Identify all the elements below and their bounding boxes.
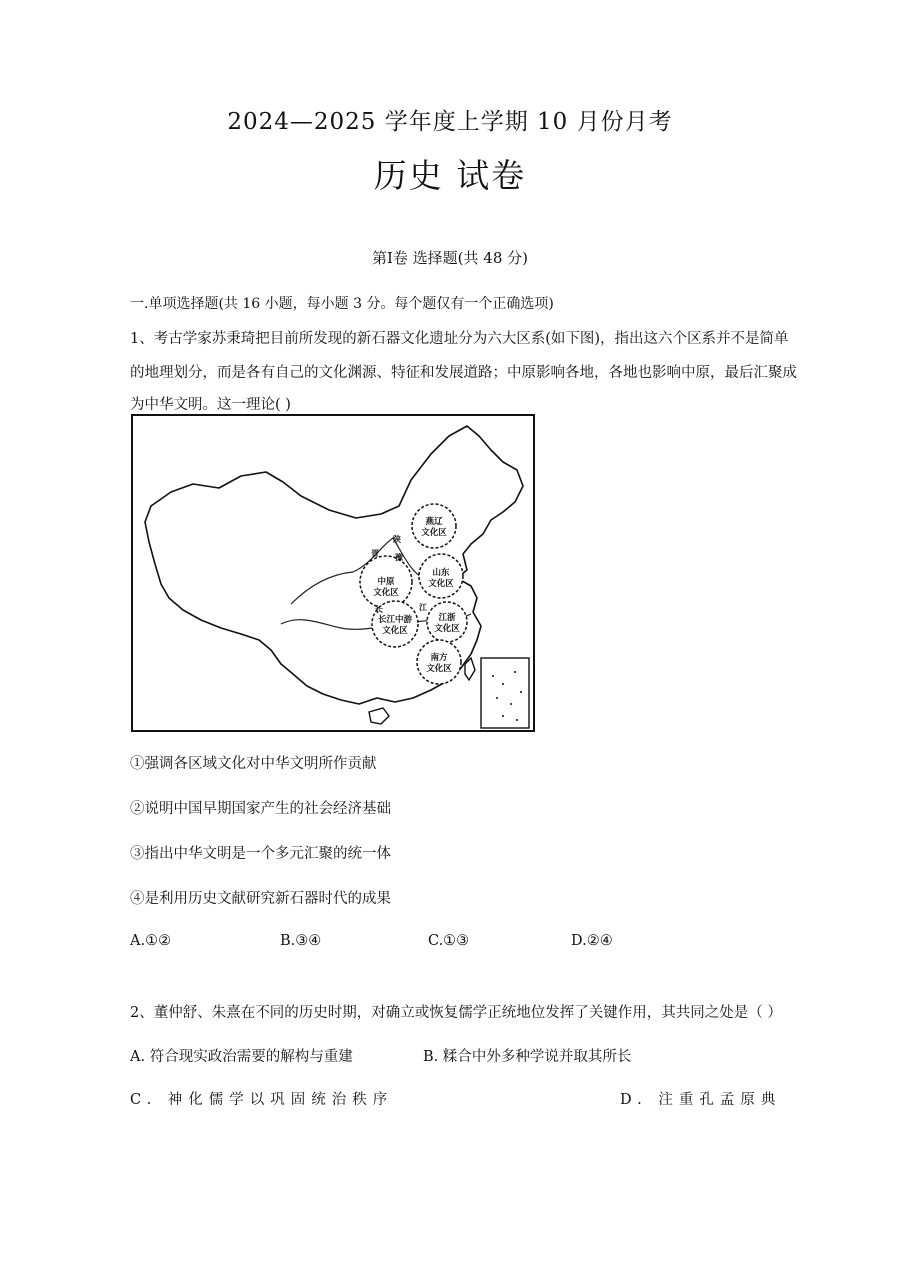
- region-label-yanliao-1: 燕辽: [425, 517, 443, 527]
- region-label-jiangzhe-1: 江浙: [438, 613, 456, 623]
- region-label-nanfang-1: 南方: [430, 653, 448, 663]
- q1-stem-line-1: 1、考古学家苏秉琦把目前所发现的新石器文化遗址分为六大区系(如下图)，指出这六个区系并不是简单: [130, 331, 789, 347]
- map-label-chang: 长: [375, 605, 383, 614]
- region-label-zhongyuan-2: 文化区: [373, 588, 399, 598]
- q2-choice-c: C. 神化儒学以巩固统治秩序: [130, 1092, 394, 1108]
- q1-choice-d: D.②④: [571, 933, 613, 949]
- q1-statement-1: ①强调各区域文化对中华文明所作贡献: [130, 756, 377, 772]
- region-label-jiangzhe-2: 文化区: [434, 624, 460, 634]
- region-label-shandong-2: 文化区: [428, 579, 454, 589]
- map-label-jin: 晋: [371, 549, 379, 558]
- map-label-jiang: 江: [419, 603, 427, 612]
- region-label-changjiang-1: 长江中游: [377, 615, 413, 625]
- exam-title: 2024—2025 学年度上学期 10 月份月考: [227, 109, 673, 135]
- q1-stem-line-2: 的地理划分，而是各有自己的文化渊源、特征和发展道路；中原影响各地，各地也影响中原，最后汇聚成: [130, 365, 797, 381]
- map-label-yu: 豫: [395, 553, 403, 562]
- neolithic-culture-regions-map: [131, 414, 535, 732]
- q1-choice-a: A.①②: [130, 933, 172, 949]
- region-label-zhongyuan-1: 中原: [377, 577, 395, 587]
- region-label-yanliao-2: 文化区: [421, 528, 447, 538]
- region-label-nanfang-2: 文化区: [426, 664, 452, 674]
- q1-statement-4: ④是利用历史文献研究新石器时代的成果: [130, 891, 391, 907]
- q1-choice-b: B.③④: [280, 933, 322, 949]
- q2-stem: 2、董仲舒、朱熹在不同的历史时期，对确立或恢复儒学正统地位发挥了关键作用，其共同之处是（ ）: [130, 1005, 782, 1021]
- q2-choice-b: B. 糅合中外多种学说并取其所长: [423, 1049, 632, 1065]
- q2-choice-a: A. 符合现实政治需要的解构与重建: [130, 1049, 353, 1065]
- q2-choice-d: D. 注重孔孟原典: [620, 1092, 782, 1108]
- q1-statement-3: ③指出中华文明是一个多元汇聚的统一体: [130, 846, 391, 862]
- q1-statement-2: ②说明中国早期国家产生的社会经济基础: [130, 801, 391, 817]
- q1-choice-c: C.①③: [428, 933, 470, 949]
- exam-subject: 历史 试卷: [373, 156, 527, 195]
- section-instructions: 一.单项选择题(共 16 小题，每小题 3 分。每个题仅有一个正确选项): [130, 296, 554, 312]
- region-label-shandong-1: 山东: [432, 568, 450, 578]
- section-title: 第Ⅰ卷 选择题(共 48 分): [371, 249, 529, 267]
- q1-stem-line-3: 为中华文明。这一理论( ): [130, 397, 291, 413]
- south-china-sea-inset: [481, 658, 529, 728]
- map-label-shaan: 陕: [393, 535, 401, 544]
- region-label-changjiang-2: 文化区: [382, 626, 408, 636]
